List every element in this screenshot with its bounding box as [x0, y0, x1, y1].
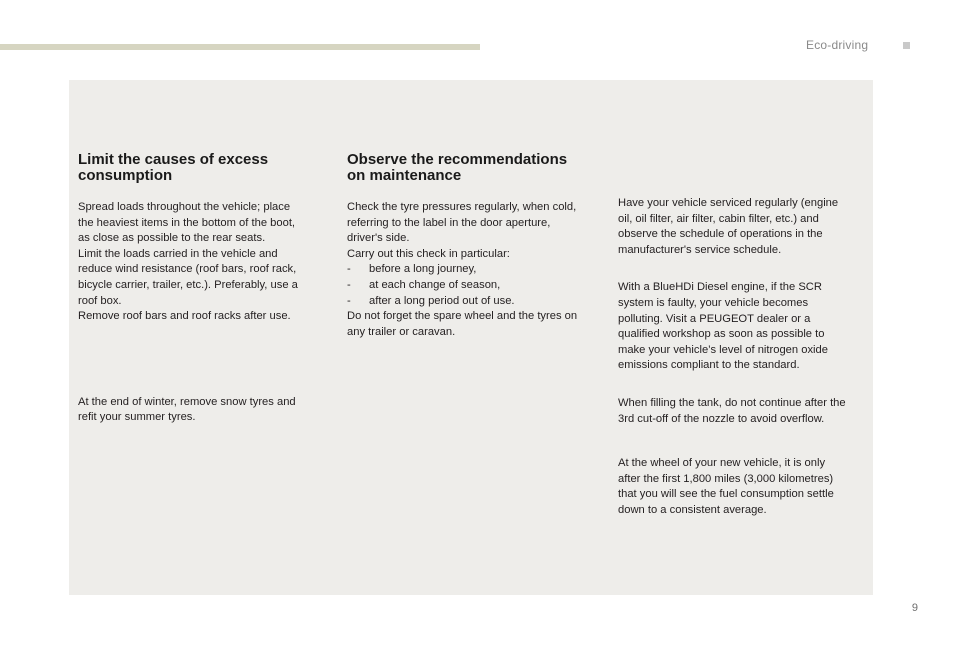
column-limit-consumption [78, 152, 318, 426]
header-rule [0, 44, 480, 50]
list-item: - before a long journey, [347, 262, 602, 278]
paragraph-bluehdi-scr: With a BlueHDi Diesel engine, if the SCR system is faulty, your vehicle becomes polluting. Visit a PEUGEOT dealer or a qualified workshop as soon as possible to make your vehicle’s level of nitrogen oxide emissions compliant to the standard. [618, 281, 828, 372]
column-maintenance [347, 152, 602, 340]
page-number: 9 [911, 602, 918, 614]
paragraph-winter-tyres: At the end of winter, remove snow tyres and refit your summer tyres. [78, 395, 296, 424]
list-item: - at each change of season, [347, 278, 602, 294]
section-marker [903, 42, 910, 49]
paragraph-new-vehicle: At the wheel of your new vehicle, it is only after the first 1,800 miles (3,000 kilometres) that you will see the fuel consumption settle down to a consistent average. [618, 457, 834, 516]
paragraph-loads: Spread loads throughout the vehicle; place the heaviest items in the bottom of the boot, as close as possible to the rear seats. Limit the loads carried in the vehicle and reduce wind resistance (roof bars, roof rack, bicycle carrier, trailer, etc.). Preferably, use a roof box. Remove roof bars and roof racks after use. [78, 201, 298, 323]
paragraph-tyre-pressure: Check the tyre pressures regularly, when cold, referring to the label in the door aperture, driver's side. Carry out this check in particular: - before a long journey, - at each change of season, - after a long period out of use. Do not forget the spare wheel and the tyres on any trailer or caravan. [347, 200, 602, 340]
section-title: Eco-driving [806, 38, 869, 52]
paragraph-fuel-filling: When filling the tank, do not continue after the 3rd cut-off of the nozzle to avoid overflow. [618, 396, 846, 425]
paragraph-servicing: Have your vehicle serviced regularly (engine oil, oil filter, air filter, cabin filter, etc.) and observe the schedule of operations in the manufacturer's service schedule. [618, 197, 839, 256]
list-item: - after a long period out of use. [347, 294, 602, 310]
heading-limit-consumption: Limit the causes of excess consumption [78, 151, 269, 184]
column-service [618, 196, 863, 519]
heading-maintenance: Observe the recommendations on maintenance [347, 151, 568, 184]
